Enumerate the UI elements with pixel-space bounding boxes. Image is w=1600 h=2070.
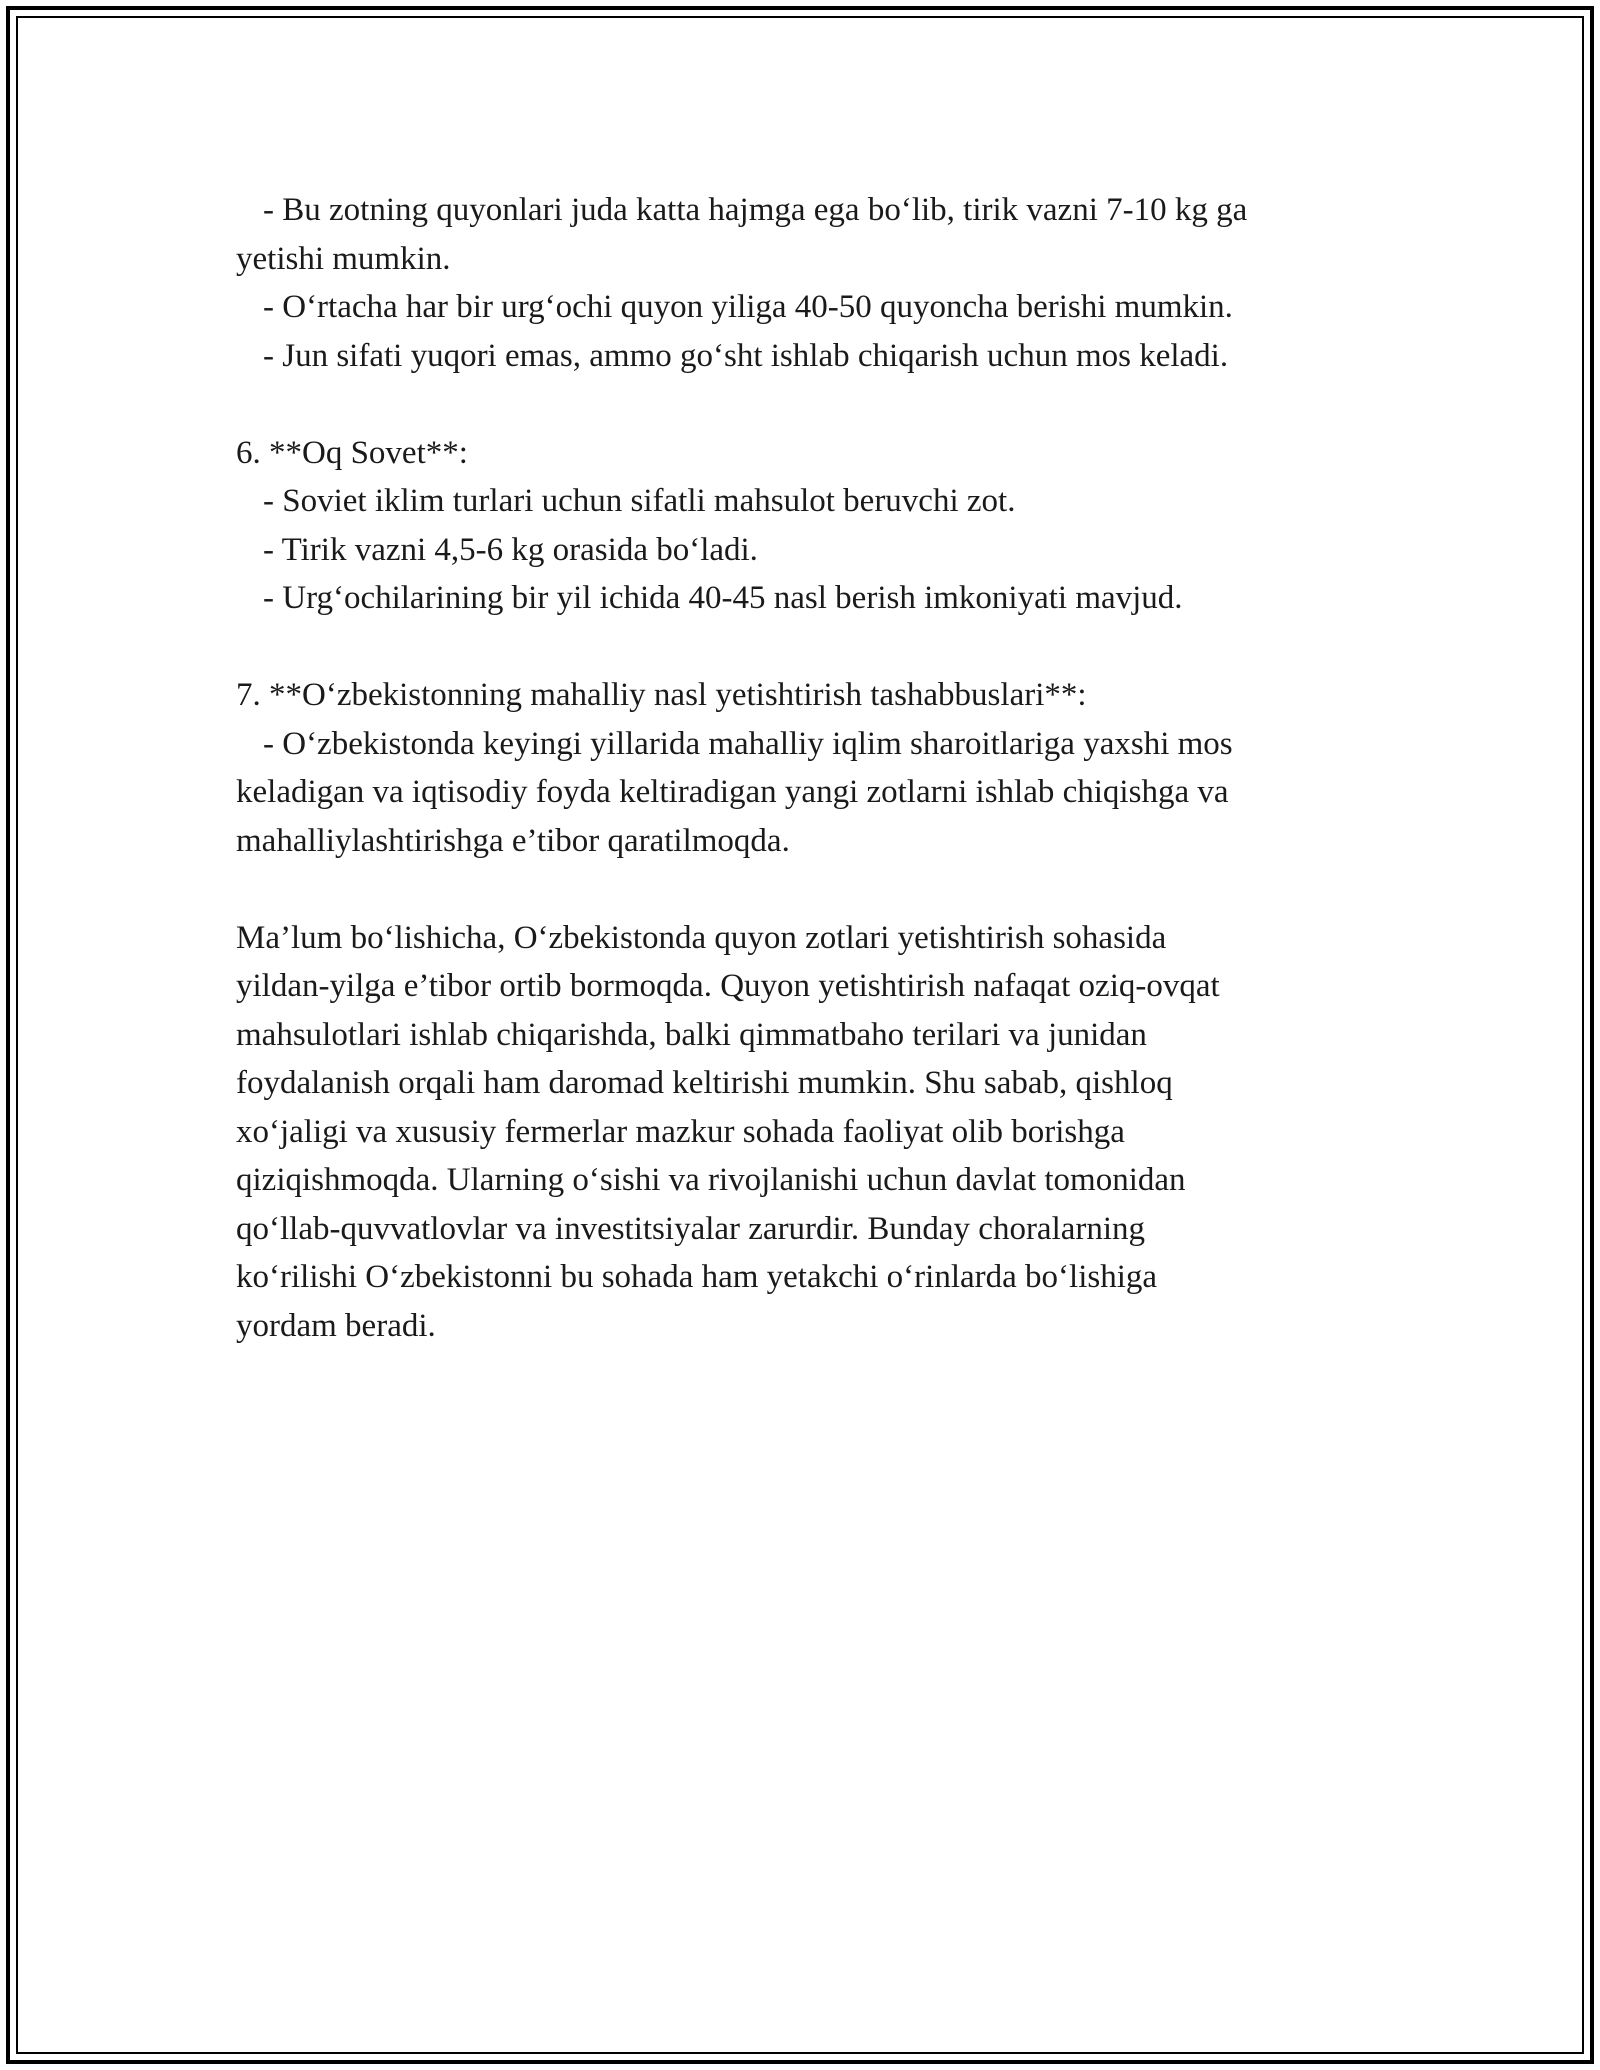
paragraph-line: ko‘rilishi O‘zbekistonni bu sohada ham yetakchi o‘rinlarda bo‘lishiga xyxy=(236,1259,1158,1295)
bullet-line: - Jun sifati yuqori emas, ammo go‘sht ishlab chiqarish uchun mos keladi. xyxy=(263,337,1229,374)
document-body xyxy=(236,186,1386,1350)
paragraph-line: qo‘llab-quvvatlovlar va investitsiyalar zarurdir. Bunday choralarning xyxy=(236,1210,1146,1247)
text-line: mahalliylashtirishga e’tibor qaratilmoqda. xyxy=(236,822,790,859)
text-line: keladigan va iqtisodiy foyda keltiradigan yangi zotlarni ishlab chiqishga va xyxy=(236,774,1229,810)
paragraph-line: qiziqishmoqda. Ularning o‘sishi va rivojlanishi uchun davlat tomonidan xyxy=(236,1162,1186,1198)
text-line: yetishi mumkin. xyxy=(236,240,451,277)
paragraph-line: yordam beradi. xyxy=(236,1307,436,1344)
blank-line xyxy=(236,380,1386,429)
bullet-line: - Tirik vazni 4,5-6 kg orasida bo‘ladi. xyxy=(263,531,758,568)
list-heading-local-breeding: 7. **O‘zbekistonning mahalliy nasl yetishtirish tashabbuslari**: xyxy=(236,677,1087,713)
bullet-line: - Urg‘ochilarining bir yil ichida 40-45 nasl berish imkoniyati mavjud. xyxy=(263,580,1183,616)
bullet-line: - Bu zotning quyonlari juda katta hajmga ega bo‘lib, tirik vazni 7-10 kg ga xyxy=(263,192,1248,228)
blank-line xyxy=(236,623,1386,672)
paragraph-line: yildan-yilga e’tibor ortib bormoqda. Quyon yetishtirish nafaqat oziq-ovqat xyxy=(236,968,1220,1004)
paragraph-line: xo‘jaligi va xususiy fermerlar mazkur sohada faoliyat olib borishga xyxy=(236,1113,1125,1150)
paragraph-line: Ma’lum bo‘lishicha, O‘zbekistonda quyon zotlari yetishtirish sohasida xyxy=(236,919,1167,956)
paragraph-line: foydalanish orqali ham daromad keltirishi mumkin. Shu sabab, qishloq xyxy=(236,1065,1173,1101)
blank-line xyxy=(236,865,1386,914)
list-heading-oq-sovet: 6. **Oq Sovet**: xyxy=(236,434,468,471)
bullet-line: - O‘rtacha har bir urg‘ochi quyon yiliga 40-50 quyoncha berishi mumkin. xyxy=(263,289,1233,325)
bullet-line: - O‘zbekistonda keyingi yillarida mahalliy iqlim sharoitlariga yaxshi mos xyxy=(263,725,1233,762)
bullet-line: - Soviet iklim turlari uchun sifatli mahsulot beruvchi zot. xyxy=(263,483,1016,519)
paragraph-line: mahsulotlari ishlab chiqarishda, balki qimmatbaho terilari va junidan xyxy=(236,1016,1147,1053)
